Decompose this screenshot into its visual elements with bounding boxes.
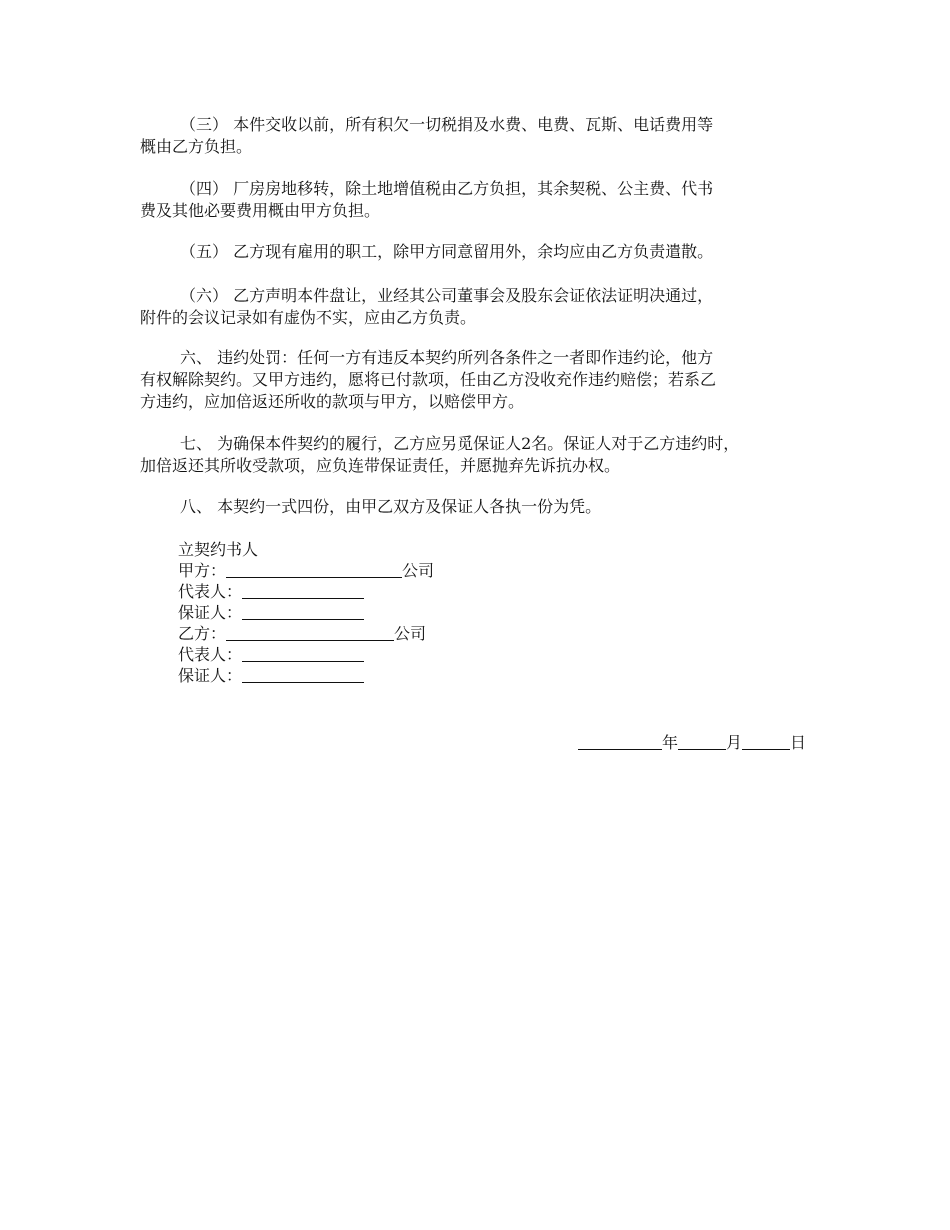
article-6-line-3: 方违约，应加倍返还所收的款项与甲方，以赔偿甲方。 (140, 392, 525, 411)
clause-3-line-2: 概由乙方负担。 (140, 137, 253, 156)
clause-4 (140, 178, 830, 222)
party-b-company-suffix: 公司 (394, 624, 427, 643)
party-b-row (178, 623, 434, 644)
party-a-label: 甲方： (178, 561, 227, 580)
party-b-company-blank[interactable] (226, 624, 394, 641)
signer-block (178, 539, 434, 686)
clause-6 (140, 285, 830, 329)
clause-4-line-2: 费及其他必要费用概由甲方负担。 (140, 201, 381, 220)
article-7-line-1: 七、 为确保本件契约的履行，乙方应另觅保证人2名。保证人对于乙方违约时， (180, 434, 740, 453)
rep-b-label: 代表人： (178, 645, 243, 664)
day-blank[interactable] (742, 733, 790, 750)
year-blank[interactable] (578, 733, 662, 750)
year-label: 年 (662, 733, 679, 752)
article-6 (140, 347, 830, 413)
clause-6-line-1: （六） 乙方声明本件盘让，业经其公司董事会及股东会证依法证明决通过， (180, 286, 714, 305)
guarantor-a-label: 保证人： (178, 603, 243, 622)
party-a-row (178, 560, 434, 581)
article-6-line-1: 六、 违约处罚：任何一方有违反本契约所列各条件之一者即作违约论，他方 (180, 348, 714, 367)
guarantor-a-blank[interactable] (242, 603, 364, 620)
article-7 (140, 433, 830, 477)
guarantor-b-label: 保证人： (178, 666, 243, 685)
clause-3 (140, 114, 830, 158)
guarantor-a-row (178, 602, 434, 623)
article-8 (140, 496, 830, 518)
rep-a-row (178, 581, 434, 602)
guarantor-b-blank[interactable] (242, 666, 364, 683)
clause-4-line-1: （四） 厂房房地移转，除土地增值税由乙方负担，其余契税、公主费、代书 (180, 179, 714, 198)
month-label: 月 (726, 733, 743, 752)
article-8-line-1: 八、 本契约一式四份，由甲乙双方及保证人各执一份为凭。 (180, 497, 602, 516)
party-b-label: 乙方： (178, 624, 227, 643)
month-blank[interactable] (678, 733, 726, 750)
signing-date (578, 732, 806, 754)
rep-b-row (178, 644, 434, 665)
party-a-company-blank[interactable] (226, 561, 402, 578)
clause-5-line-1: （五） 乙方现有雇用的职工，除甲方同意留用外，余均应由乙方负责遣散。 (180, 242, 714, 261)
day-label: 日 (790, 733, 807, 752)
signer-heading: 立契约书人 (178, 540, 259, 559)
article-7-line-2: 加倍返还其所收受款项，应负连带保证责任，并愿抛弃先诉抗办权。 (140, 456, 621, 475)
clause-3-line-1: （三） 本件交收以前，所有积欠一切税捐及水费、电费、瓦斯、电话费用等 (180, 115, 714, 134)
clause-6-line-2: 附件的会议记录如有虚伪不实，应由乙方负责。 (140, 308, 477, 327)
clause-5 (140, 241, 830, 263)
guarantor-b-row (178, 665, 434, 686)
article-6-line-2: 有权解除契约。又甲方违约，愿将已付款项，任由乙方没收充作违约赔偿；若系乙 (140, 370, 717, 389)
rep-a-blank[interactable] (242, 582, 364, 599)
rep-b-blank[interactable] (242, 645, 364, 662)
rep-a-label: 代表人： (178, 582, 243, 601)
party-a-company-suffix: 公司 (402, 561, 435, 580)
